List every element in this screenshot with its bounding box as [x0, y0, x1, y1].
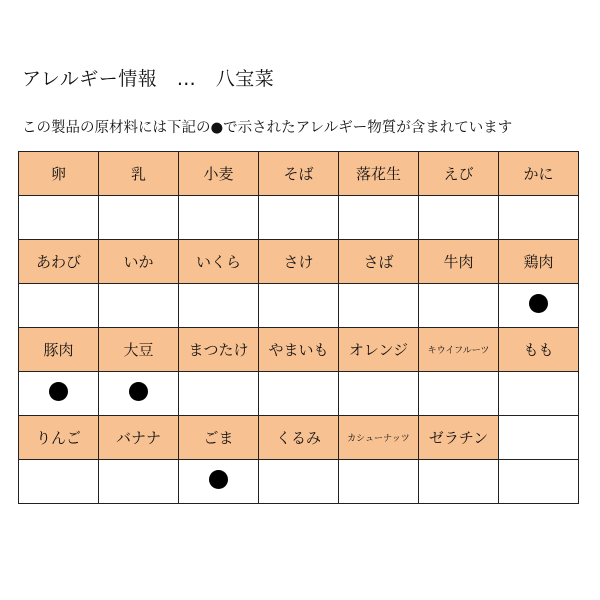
allergen-name-cell: 落花生: [339, 152, 419, 196]
allergen-mark-cell: [19, 372, 99, 416]
allergen-mark-cell: [179, 460, 259, 504]
contains-dot-icon: [529, 294, 548, 313]
allergen-mark-cell: [499, 284, 579, 328]
empty-cell: [499, 416, 579, 460]
allergen-mark-cell: [179, 196, 259, 240]
allergen-mark-row: [19, 284, 579, 328]
allergen-mark-cell: [419, 284, 499, 328]
allergen-mark-cell: [99, 372, 179, 416]
allergen-mark-cell: [419, 460, 499, 504]
allergen-mark-cell: [339, 284, 419, 328]
page-title: アレルギー情報 … 八宝菜: [22, 68, 275, 90]
allergen-name-cell: ごま: [179, 416, 259, 460]
allergen-name-row: [19, 416, 579, 460]
allergen-mark-cell: [99, 284, 179, 328]
allergen-name-cell: そば: [259, 152, 339, 196]
contains-dot-icon: [49, 382, 68, 401]
allergen-name-cell: カシューナッツ: [339, 416, 419, 460]
allergen-name-cell: バナナ: [99, 416, 179, 460]
allergen-mark-cell: [499, 196, 579, 240]
allergen-mark-cell: [499, 460, 579, 504]
allergen-name-cell: ゼラチン: [419, 416, 499, 460]
allergen-name-cell: えび: [419, 152, 499, 196]
allergen-mark-row: [19, 196, 579, 240]
allergen-mark-cell: [259, 284, 339, 328]
allergen-name-cell: もも: [499, 328, 579, 372]
allergen-mark-cell: [339, 372, 419, 416]
allergen-mark-cell: [259, 196, 339, 240]
allergen-name-cell: かに: [499, 152, 579, 196]
allergen-name-cell: 牛肉: [419, 240, 499, 284]
contains-dot-icon: [129, 382, 148, 401]
allergen-name-cell: まつたけ: [179, 328, 259, 372]
allergen-mark-cell: [19, 460, 99, 504]
allergen-mark-cell: [99, 460, 179, 504]
allergen-mark-cell: [179, 284, 259, 328]
allergen-name-cell: さけ: [259, 240, 339, 284]
allergen-mark-cell: [19, 284, 99, 328]
allergen-name-cell: いか: [99, 240, 179, 284]
allergen-table: [18, 151, 579, 504]
allergen-mark-cell: [259, 372, 339, 416]
allergen-name-cell: 大豆: [99, 328, 179, 372]
allergen-mark-row: [19, 460, 579, 504]
allergen-name-row: [19, 240, 579, 284]
allergen-mark-cell: [99, 196, 179, 240]
allergen-mark-cell: [499, 372, 579, 416]
allergen-mark-cell: [259, 460, 339, 504]
allergen-mark-row: [19, 372, 579, 416]
allergen-mark-cell: [339, 460, 419, 504]
allergen-name-cell: りんご: [19, 416, 99, 460]
contains-dot-icon: [209, 470, 228, 489]
allergen-mark-cell: [419, 196, 499, 240]
allergen-mark-cell: [179, 372, 259, 416]
allergen-name-cell: キウイフルーツ: [419, 328, 499, 372]
allergen-name-cell: 豚肉: [19, 328, 99, 372]
allergen-name-cell: さば: [339, 240, 419, 284]
allergen-name-row: [19, 152, 579, 196]
allergen-name-cell: 鶏肉: [499, 240, 579, 284]
allergen-name-cell: 乳: [99, 152, 179, 196]
allergen-mark-cell: [19, 196, 99, 240]
allergen-name-row: [19, 328, 579, 372]
allergen-name-cell: あわび: [19, 240, 99, 284]
allergen-name-cell: いくら: [179, 240, 259, 284]
allergen-mark-cell: [419, 372, 499, 416]
allergen-notice: この製品の原材料には下記の●で示されたアレルギー物質が含まれています: [22, 120, 513, 136]
allergen-name-cell: 小麦: [179, 152, 259, 196]
allergen-name-cell: 卵: [19, 152, 99, 196]
allergen-name-cell: やまいも: [259, 328, 339, 372]
allergen-mark-cell: [339, 196, 419, 240]
allergen-name-cell: くるみ: [259, 416, 339, 460]
allergen-name-cell: オレンジ: [339, 328, 419, 372]
